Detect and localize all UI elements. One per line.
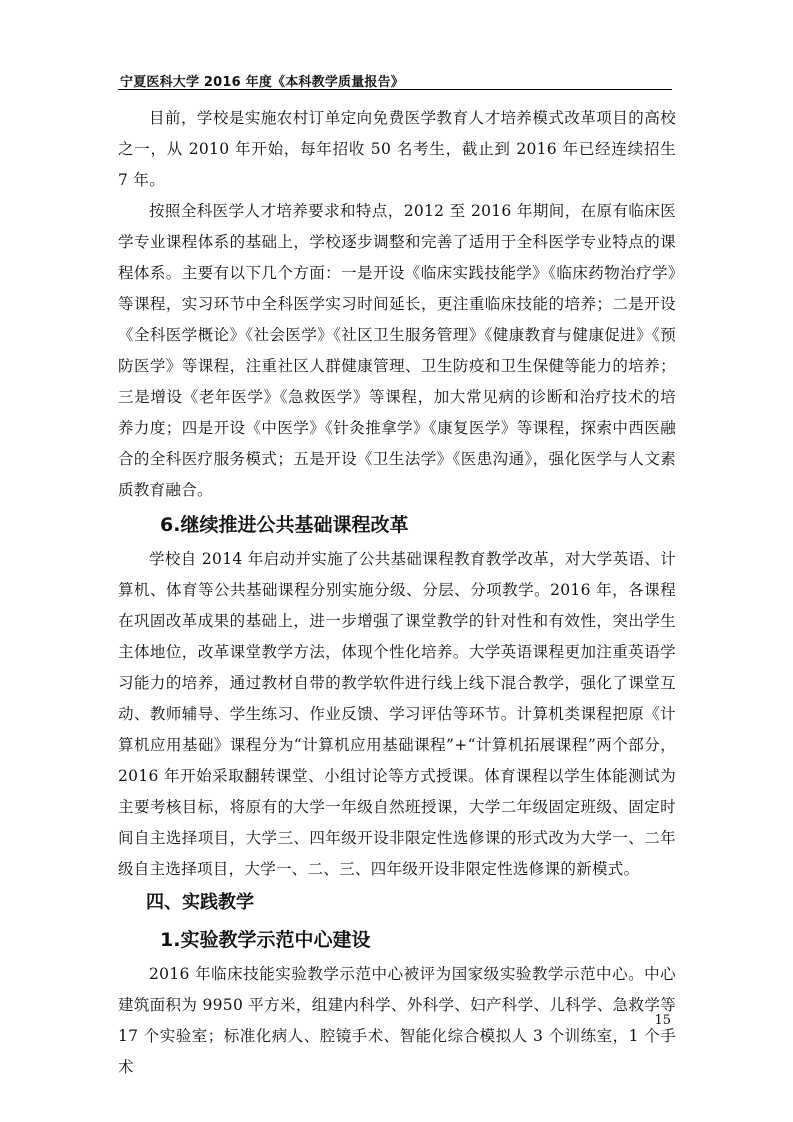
paragraph-public-course-reform: 学校自 2014 年启动并实施了公共基础课程教育教学改革，对大学英语、计算机、体育等公共基础课程分别实施分级、分层、分项教学。2016 年，各课程在巩固改革成果的基础上，进一步增强了课堂教学的针对性和有效性，突出学生主体地位，改革课堂教学方法，体现个性化培养。大学英语课程更加注重英语学习能力的培养，通过教材自带的教学软件进行线上线下混合教学，强化了课堂互动、教师辅导、学生练习、作业反馈、学习评估等环节。计算机类课程把原《计算机应用基础》课程分为“计算机应用基础课程”+“计算机拓展课程”两个部分，2016 年开始采取翻转课堂、小组讨论等方式授课。体育课程以学生体能测试为主要考核目标，将原有的大学一年级自然班授课，大学二年级固定班级、固定时间自主选择项目，大学三、四年级开设非限定性选修课的形式改为大学一、二年级自主选择项目，大学一、二、三、四年级开设非限定性选修课的新模式。: [118, 550, 676, 878]
section-heading-lab-center: 1.实验教学示范中心建设: [160, 929, 371, 951]
page-header: 宁夏医科大学 2016 年度《本科教学质量报告》: [120, 75, 405, 90]
paragraph-rural-program: 目前，学校是实施农村订单定向免费医学教育人才培养模式改革项目的高校之一，从 2010 年开始，每年招收 50 名考生，截止到 2016 年已经连续招生 7 年。: [118, 109, 676, 189]
paragraph-general-practice-curriculum: 按照全科医学人才培养要求和特点，2012 至 2016 年期间，在原有临床医学专业课程体系的基础上，学校逐步调整和完善了适用于全科医学专业特点的课程体系。主要有以下几个方面：一是开设《临床实践技能学》《临床药物治疗学》等课程，实习环节中全科医学实习时间延长，更注重临床技能的培养；二是开设《全科医学概论》《社会医学》《社区卫生服务管理》《健康教育与健康促进》《预防医学》等课程，注重社区人群健康管理、卫生防疫和卫生保健等能力的培养；三是增设《老年医学》《急救医学》等课程，加大常见病的诊断和治疗技术的培养力度；四是开设《中医学》《针灸推拿学》《康复医学》等课程，探索中西医融合的全科医疗服务模式；五是开设《卫生法学》《医患沟通》，强化医学与人文素质教育融合。: [118, 202, 676, 499]
header-rule: [118, 89, 672, 90]
chapter-heading-practice-teaching: 四、实践教学: [146, 892, 254, 913]
paragraph-lab-center: 2016 年临床技能实验教学示范中心被评为国家级实验教学示范中心。中心建筑面积为 9950 平方米，组建内科学、外科学、妇产科学、儿科学、急救学等 17 个实验室；标准化病人、腔镜手术、智能化综合模拟人 3 个训练室，1 个手术: [118, 965, 676, 1076]
page-number: 15: [654, 1013, 671, 1028]
document-body: [118, 103, 676, 1083]
section-heading-public-courses: 6.继续推进公共基础课程改革: [160, 514, 409, 536]
